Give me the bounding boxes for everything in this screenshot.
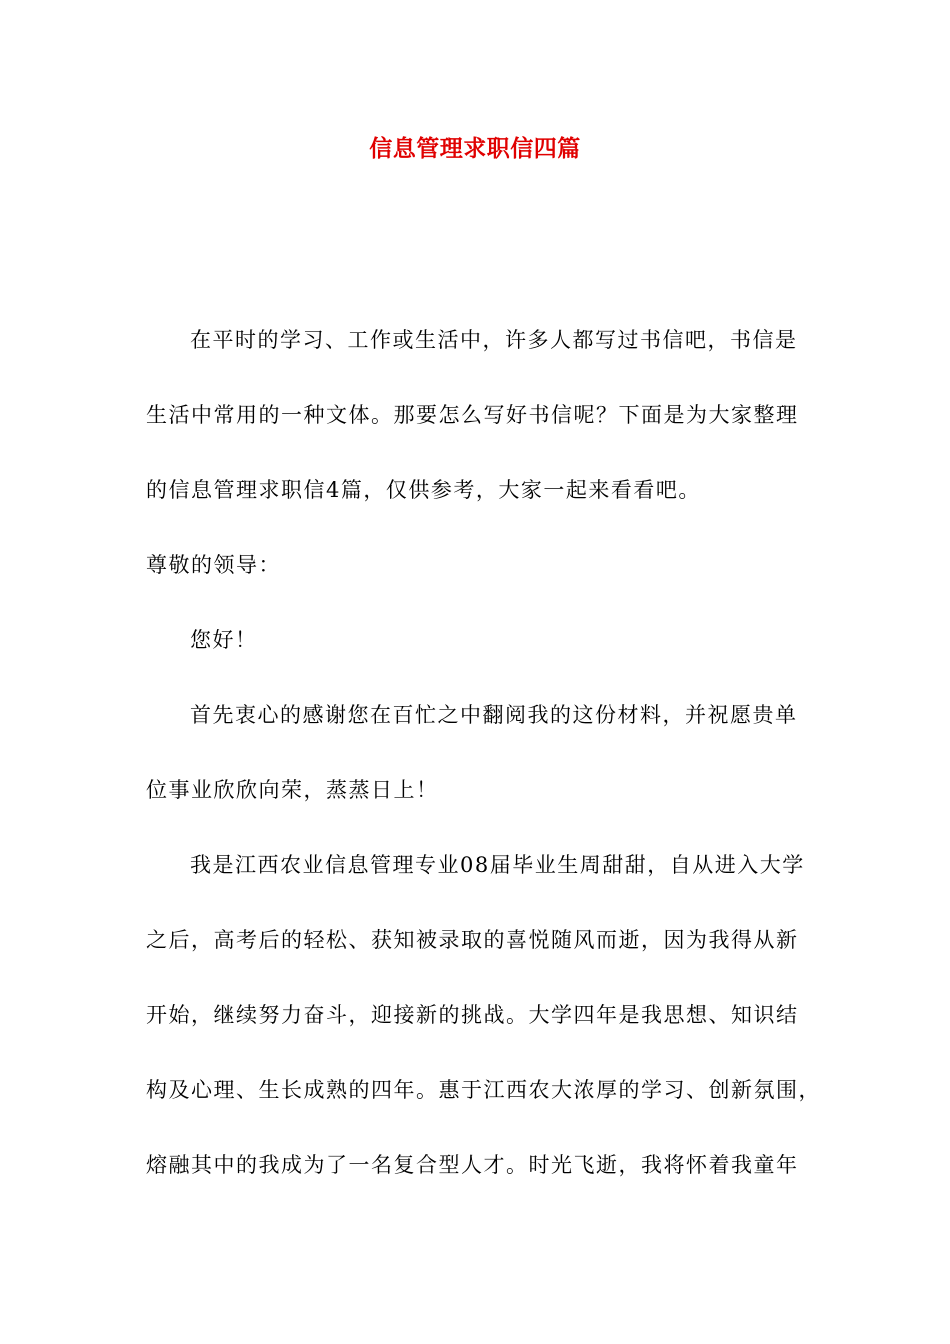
paragraph-line: 在平时的学习、工作或生活中，许多人都写过书信吧，书信是 [190,328,798,352]
paragraph-line: 首先衷心的感谢您在百忙之中翻阅我的这份材料，并祝愿贵单 [190,703,798,727]
salutation: 尊敬的领导： [146,553,281,577]
paragraph-line: 构及心理、生长成熟的四年。惠于江西农大浓厚的学习、创新氛围， [146,1078,821,1102]
paragraph-line: 开始，继续努力奋斗，迎接新的挑战。大学四年是我思想、知识结 [146,1003,799,1027]
paragraph-line: 生活中常用的一种文体。那要怎么写好书信呢？下面是为大家整理 [146,403,799,427]
greeting: 您好！ [190,628,258,652]
paragraph-line: 熔融其中的我成为了一名复合型人才。时光飞逝，我将怀着我童年 [146,1153,799,1177]
paragraph-line: 我是江西农业信息管理专业08届毕业生周甜甜，自从进入大学 [190,853,805,877]
paragraph-line: 之后，高考后的轻松、获知被录取的喜悦随风而逝，因为我得从新 [146,928,799,952]
paragraph-line: 的信息管理求职信4篇，仅供参考，大家一起来看看吧。 [146,478,701,502]
document-title: 信息管理求职信四篇 [369,135,581,162]
paragraph-line: 位事业欣欣向荣，蒸蒸日上！ [146,778,439,802]
